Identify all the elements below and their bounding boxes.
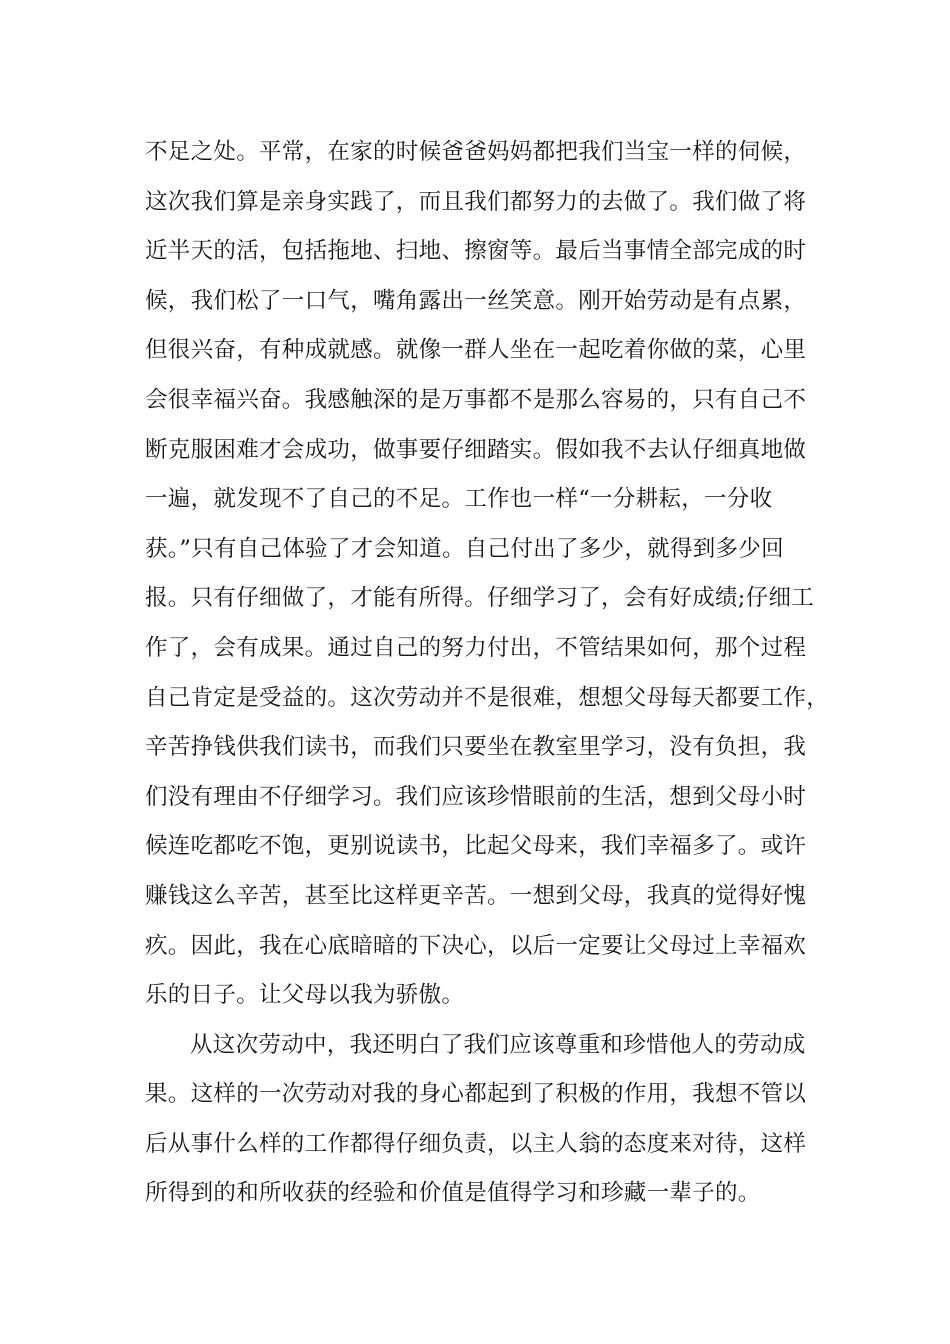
text-line: 这次我们算是亲身实践了，而且我们都努力的去做了。我们做了将: [145, 188, 807, 215]
text-line: 作了，会有成果。通过自己的努力付出，不管结果如何，那个过程: [145, 634, 807, 661]
text-line: 辛苦挣钱供我们读书，而我们只要坐在教室里学习，没有负担，我: [145, 734, 807, 761]
text-line: 会很幸福兴奋。我感触深的是万事都不是那么容易的，只有自己不: [145, 386, 807, 413]
text-line: 自己肯定是受益的。这次劳动并不是很难，想想父母每天都要工作，: [145, 684, 830, 711]
text-line: 不足之处。平常，在家的时候爸爸妈妈都把我们当宝一样的伺候，: [145, 139, 807, 165]
text-line: 果。这样的一次劳动对我的身心都起到了积极的作用，我想不管以: [145, 1081, 807, 1108]
text-line: 乐的日子。让父母以我为骄傲。: [145, 982, 465, 1009]
text-line: 候连吃都吃不饱，更别说读书，比起父母来，我们幸福多了。或许: [145, 833, 807, 860]
text-line: 们没有理由不仔细学习。我们应该珍惜眼前的生活，想到父母小时: [145, 783, 807, 810]
text-line: 疚。因此，我在心底暗暗的下决心，以后一定要让父母过上幸福欢: [145, 932, 807, 959]
document-body: [145, 128, 835, 1219]
paragraph-1: [145, 128, 835, 1021]
text-line: 从这次劳动中，我还明白了我们应该尊重和珍惜他人的劳动成: [190, 1031, 806, 1058]
text-line: 所得到的和所收获的经验和价值是值得学习和珍藏一辈子的。: [145, 1180, 761, 1207]
text-line: 后从事什么样的工作都得仔细负责，以主人翁的态度来对待，这样: [145, 1130, 807, 1157]
text-line: 候，我们松了一口气，嘴角露出一丝笑意。刚开始劳动是有点累，: [145, 287, 807, 314]
text-line: 一遍，就发现不了自己的不足。工作也一样“一分耕耘，一分收: [145, 486, 773, 513]
text-line: 报。只有仔细做了，才能有所得。仔细学习了，会有好成绩;仔细工: [145, 585, 815, 612]
text-line: 断克服困难才会成功，做事要仔细踏实。假如我不去认仔细真地做: [145, 436, 807, 463]
text-line: 近半天的活，包括拖地、扫地、擦窗等。最后当事情全部完成的时: [145, 238, 807, 265]
text-line: 但很兴奋，有种成就感。就像一群人坐在一起吃着你做的菜，心里: [145, 337, 807, 364]
text-line: 赚钱这么辛苦，甚至比这样更辛苦。一想到父母，我真的觉得好愧: [145, 882, 807, 909]
paragraph-2: [145, 1021, 835, 1219]
text-line: 获。”只有自己体验了才会知道。自己付出了多少，就得到多少回: [145, 535, 784, 562]
